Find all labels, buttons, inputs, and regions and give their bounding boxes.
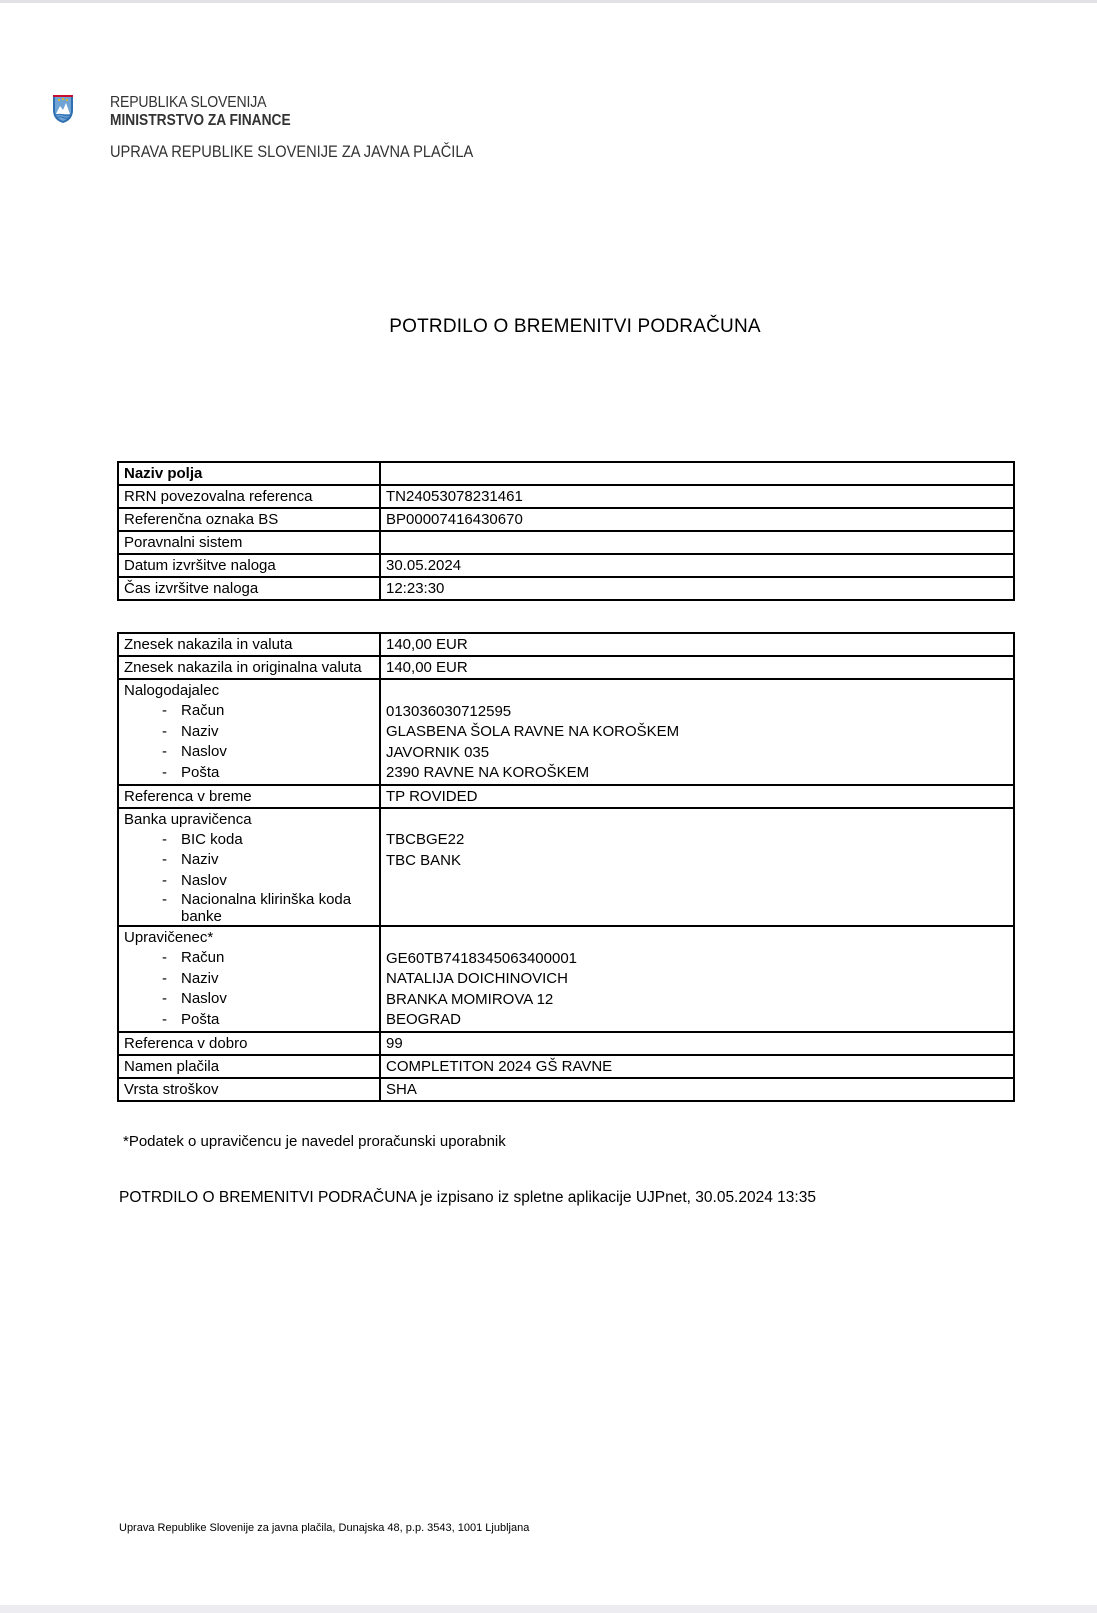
bottom-border [0,1605,1097,1613]
beneficiary-address: BRANKA MOMIROVA 12 [386,990,554,1008]
reference-table [117,461,1015,601]
bank-address [386,871,1008,892]
clearing-code [386,892,1008,913]
top-border [0,0,1097,3]
charges-type-label: Vrsta stroškov [118,1078,380,1101]
beneficiary-post: BEOGRAD [386,1011,462,1028]
beneficiary-account-label: Račun [181,949,225,966]
payer-values [380,679,1014,785]
debit-reference-label: Referenca v breme [118,785,380,808]
row-label: RRN povezovalna referenca [118,485,380,508]
beneficiary-label: Upravičenec* [124,929,214,946]
debit-reference-value: TP ROVIDED [380,785,1014,808]
document-title-row [0,316,1097,338]
charges-type-value: SHA [380,1078,1014,1101]
slovenia-coat-of-arms-icon [52,94,74,124]
clearing-code-label: Nacionalna klirinška koda banke [181,891,352,925]
beneficiary-post-label: Pošta [181,1010,220,1028]
row-label: Čas izvršitve naloga [118,577,380,600]
beneficiary-values [380,926,1014,1032]
field-name-header: Naziv polja [118,462,380,485]
row-value: 30.05.2024 [380,554,1014,577]
payer-account-label: Račun [181,702,225,719]
payment-details-table [117,632,1015,1102]
table-row [118,926,1014,1032]
bank-name-label: Naziv [181,851,219,868]
letterhead-ministry: MINISTRSTVO ZA FINANCE [110,112,291,129]
payer-name: GLASBENA ŠOLA RAVNE NA KOROŠKEM [386,723,680,740]
bic-label: BIC koda [181,830,243,848]
letterhead-agency: UPRAVA REPUBLIKE SLOVENIJE ZA JAVNA PLAČILA [110,142,474,161]
beneficiary-account: GE60TB7418345063400001 [386,949,578,967]
bank-values [380,808,1014,927]
bank-labels: Banka upravičenca - BIC koda - Naziv - Naslov - Nacionalna klirinška koda banke [118,808,380,927]
table-row [118,656,1014,679]
table-row [118,554,1014,577]
document-title: POTRDILO O BREMENITVI PODRAČUNA [389,316,761,337]
table-row [118,462,1014,485]
beneficiary-footnote: *Podatek o upravičencu je navedel proračunski uporabnik [123,1133,506,1150]
bic-value: TBCBGE22 [386,831,465,848]
table-row [118,485,1014,508]
row-label: Poravnalni sistem [118,531,380,554]
payer-labels: Nalogodajalec - Račun - Naziv - Naslov - Pošta [118,679,380,785]
row-value: BP00007416430670 [380,508,1014,531]
row-label: Datum izvršitve naloga [118,554,380,577]
credit-reference-label: Referenca v dobro [118,1032,380,1055]
payer-label: Nalogodajalec [124,682,220,699]
payer-name-label: Naziv [181,722,219,740]
payer-post-label: Pošta [181,763,220,781]
beneficiary-name: NATALIJA DOICHINOVICH [386,970,568,987]
printed-note: POTRDILO O BREMENITVI PODRAČUNA je izpisano iz spletne aplikacije UJPnet, 30.05.2024 13:35 [119,1189,816,1206]
payer-post: 2390 RAVNE NA KOROŠKEM [386,764,590,781]
payer-address-label: Naslov [181,743,227,760]
table-row [118,531,1014,554]
table-row [118,508,1014,531]
row-value [380,531,1014,554]
letterhead-republic: REPUBLIKA SLOVENIJA [110,94,267,111]
amount-value: 140,00 EUR [380,633,1014,656]
bank-name: TBC BANK [386,851,462,869]
table-row [118,1032,1014,1055]
table-row [118,1078,1014,1101]
table-row [118,679,1014,785]
original-amount-label: Znesek nakazila in originalna valuta [118,656,380,679]
table-row [118,808,1014,927]
field-value-header [380,462,1014,485]
beneficiary-bank-label: Banka upravičenca [124,810,252,828]
purpose-value: COMPLETITON 2024 GŠ RAVNE [380,1055,1014,1078]
payer-account: 013036030712595 [386,702,512,720]
original-amount-value: 140,00 EUR [380,656,1014,679]
table-row [118,577,1014,600]
beneficiary-name-label: Naziv [181,969,219,987]
amount-label: Znesek nakazila in valuta [118,633,380,656]
beneficiary-address-label: Naslov [181,990,227,1007]
row-value: 12:23:30 [380,577,1014,600]
row-value: TN24053078231461 [380,485,1014,508]
table-row [118,785,1014,808]
footer-address: Uprava Republike Slovenije za javna plačila, Dunajska 48, p.p. 3543, 1001 Ljubljana [119,1522,530,1534]
table-row [118,633,1014,656]
bank-address-label: Naslov [181,871,227,889]
row-label: Referenčna oznaka BS [118,508,380,531]
table-row [118,1055,1014,1078]
purpose-label: Namen plačila [118,1055,380,1078]
payer-address: JAVORNIK 035 [386,743,490,761]
credit-reference-value: 99 [380,1032,1014,1055]
beneficiary-labels: Upravičenec* - Račun - Naziv - Naslov - Pošta [118,926,380,1032]
